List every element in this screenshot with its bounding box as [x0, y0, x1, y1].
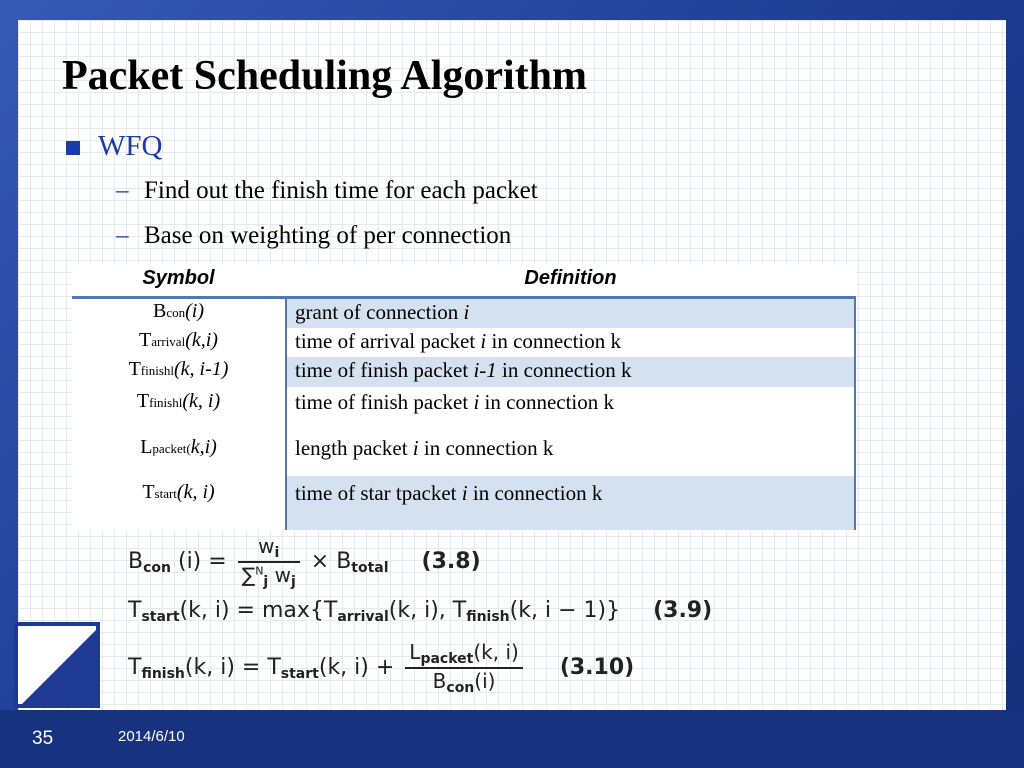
corner-decoration	[14, 622, 100, 708]
bullet-wfq-label: WFQ	[98, 130, 163, 162]
corner-triangle	[14, 622, 100, 708]
symbol-cell: Tstart(k, i)	[142, 481, 215, 503]
slide-title: Packet Scheduling Algorithm	[62, 53, 588, 99]
dash-bullet-icon: –	[116, 222, 129, 249]
header-symbol: Symbol	[142, 267, 215, 289]
definition-cell: time of star tpacket i in connection k	[285, 476, 856, 530]
sub-bullet-label: Base on weighting of per connection	[144, 222, 512, 249]
formula-fraction: $\frac{L_{packet}(k, i)}{B_{con}(i)}$	[405, 640, 523, 696]
table-row	[72, 387, 856, 432]
equation-number: (3.9)	[653, 598, 713, 623]
equation-number: (3.8)	[421, 549, 481, 574]
symbol-cell: Lpacket(k,i)	[140, 436, 217, 458]
formula-fraction: $\frac{w_i}{\sum^N_j w_j}$	[238, 534, 300, 590]
table-row	[72, 299, 856, 328]
table-row	[72, 432, 856, 476]
slide-number: 35	[32, 728, 54, 749]
sub-bullet-weighting	[116, 222, 511, 250]
formula-tfinish: Tfinish(k, i) = Tstart(k, i) + $\frac{L_{packet}(k, i)}{B_{con}(i)}$ (3.10)	[128, 640, 635, 696]
table-row	[72, 328, 856, 357]
definition-cell: time of arrival packet i in connection k	[285, 328, 856, 357]
formula-tstart: Tstart(k, i) = max{Tarrival(k, i), Tfinish(k, i − 1)} (3.9)	[128, 598, 713, 625]
definition-cell: length packet i in connection k	[285, 432, 856, 476]
sub-bullet-finish-time	[116, 177, 538, 205]
header-definition: Definition	[524, 267, 617, 289]
symbol-cell: Bcon(i)	[152, 300, 204, 322]
table-header	[72, 264, 856, 299]
bullet-wfq	[66, 130, 162, 163]
symbol-cell: Tarrival(k,i)	[139, 329, 218, 351]
table-row	[72, 357, 856, 387]
definition-cell: time of finish packet i-1 in connection k	[285, 357, 856, 387]
symbol-cell: Tfinishl(k, i-1)	[128, 358, 229, 380]
symbol-table	[72, 264, 856, 530]
equation-number: (3.10)	[559, 655, 635, 680]
table-row	[72, 476, 856, 530]
sub-bullet-label: Find out the finish time for each packet	[144, 177, 538, 204]
definition-cell: time of finish packet i in connection k	[285, 387, 856, 432]
slide-date: 2014/6/10	[118, 728, 185, 745]
square-bullet-icon	[66, 141, 80, 155]
definition-cell: grant of connection i	[285, 299, 856, 328]
symbol-cell: Tfinishl(k, i)	[136, 390, 221, 412]
dash-bullet-icon: –	[116, 177, 129, 204]
formula-bcon: Bcon (i) = $\frac{w_i}{\sum^N_j w_j}$ × Btotal (3.8)	[128, 534, 481, 590]
